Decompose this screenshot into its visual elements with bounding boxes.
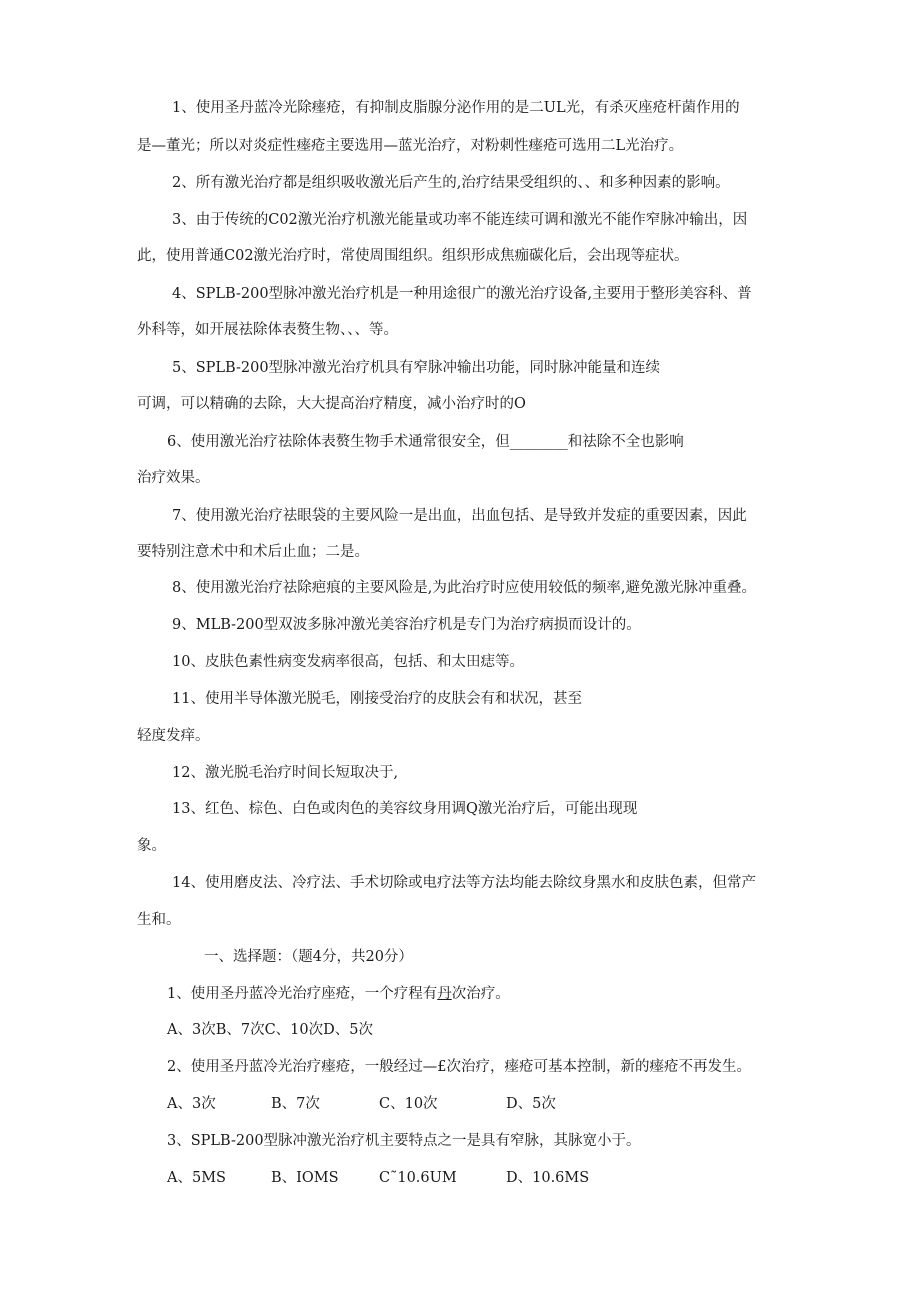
mc-q3-option-c: C˜10.6UM: [379, 1170, 457, 1186]
q5-line2: 可调，可以精确的去除，大大提高治疗精度，减小治疗时的O: [137, 396, 526, 412]
mc-q1-answer: 丹: [437, 986, 452, 1002]
mc-q3-option-a: A、5MS: [167, 1170, 226, 1186]
q13-line1: 13、红色、棕色、白色或肉色的美容纹身用调Q激光治疗后，可能出现现: [172, 801, 638, 817]
q3-line2: 此，使用普通C02激光治疗时，常使周围组织。组织形成焦痂碳化后，会出现等症状。: [137, 248, 689, 264]
q14-line1: 14、使用磨皮法、冷疗法、手术切除或电疗法等方法均能去除纹身黑水和皮肤色素，但常产: [172, 875, 756, 891]
q9-line1: 9、MLB-200型双波多脉冲激光美容治疗机是专门为治疗病损而设计的。: [172, 617, 641, 633]
mc-q1: [167, 984, 510, 1004]
mc-q3: 3、SPLB-200型脉冲激光治疗机主要特点之一是具有窄脉，其脉宽小于。: [167, 1133, 641, 1149]
mc-q2: 2、使用圣丹蓝冷光治疗瘗疮，一般经过—£次治疗，瘗疮可基本控制，新的瘗疮不再发生。: [167, 1059, 751, 1075]
mc-q1-options: A、3次B、7次C、10次D、5次: [167, 1022, 373, 1038]
mc-q1-post: 次治疗。: [451, 986, 510, 1002]
q13-line2: 象。: [137, 838, 166, 854]
q1-line2: 是—董光；所以对炎症性瘗疮主要选用—蓝光治疗，对粉刺性瘗疮可选用二L光治疗。: [137, 138, 684, 154]
mc-q3-options: [167, 1168, 589, 1188]
section-heading: 一、选择题：（题4分，共20分）: [204, 949, 413, 965]
q1-line1: 1、使用圣丹蓝冷光除瘗疮，有抑制皮脂腺分泌作用的是二UL光，有杀灭座疮杆菌作用的: [172, 100, 740, 116]
mc-q2-options: [167, 1094, 556, 1114]
q4-line1: 4、SPLB-200型脉冲激光治疗机是一种用途很广的激光治疗设备,主要用于整形美容科、普: [172, 286, 752, 302]
mc-q1-pre: 1、使用圣丹蓝冷光治疗座疮，一个疗程有: [167, 986, 438, 1002]
mc-q3-option-b: B、IOMS: [271, 1170, 339, 1186]
mc-q2-option-a: A、3次: [167, 1096, 216, 1112]
q11-line1: 11、使用半导体激光脱毛，刚接受治疗的皮肤会有和状况，甚至: [172, 691, 582, 707]
mc-q3-option-d: D、10.6MS: [506, 1170, 590, 1186]
mc-q2-option-b: B、7次: [271, 1096, 320, 1112]
q5-line1: 5、SPLB-200型脉冲激光治疗机具有窄脉冲输出功能，同时脉冲能量和连续: [172, 360, 661, 376]
q6-line2: 治疗效果。: [137, 470, 210, 486]
q11-line2: 轻度发痒。: [137, 728, 210, 744]
q3-line1: 3、由于传统的C02激光治疗机激光能量或功率不能连续可调和激光不能作窄脉冲输出，因: [172, 212, 748, 228]
q8-line1: 8、使用激光治疗祛除疤痕的主要风险是,为此治疗时应使用较低的频率,避免激光脉冲重叠。: [172, 580, 756, 596]
mc-q2-option-c: C、10次: [379, 1096, 438, 1112]
q10-line1: 10、皮肤色素性病变发病率很高，包括、和太田痣等。: [172, 654, 524, 670]
q14-line2: 生和。: [137, 912, 181, 928]
mc-q2-option-d: D、5次: [506, 1096, 556, 1112]
q7-line1: 7、使用激光治疗祛眼袋的主要风险一是出血，出血包括、是导致并发症的重要因素，因此: [172, 508, 747, 524]
q2-line1: 2、所有激光治疗都是组织吸收激光后产生的,治疗结果受组织的、、和多种因素的影响。: [172, 175, 730, 191]
q7-line2: 要特别注意术中和术后止血；二是。: [137, 544, 369, 560]
q4-line2: 外科等，如开展祛除体表赘生物、、、等。: [137, 322, 398, 338]
q6-line1: 6、使用激光治疗祛除体表赘生物手术通常很安全，但________和祛除不全也影响: [167, 434, 684, 450]
q12-line1: 12、激光脱毛治疗时间长短取决于,: [172, 765, 399, 781]
